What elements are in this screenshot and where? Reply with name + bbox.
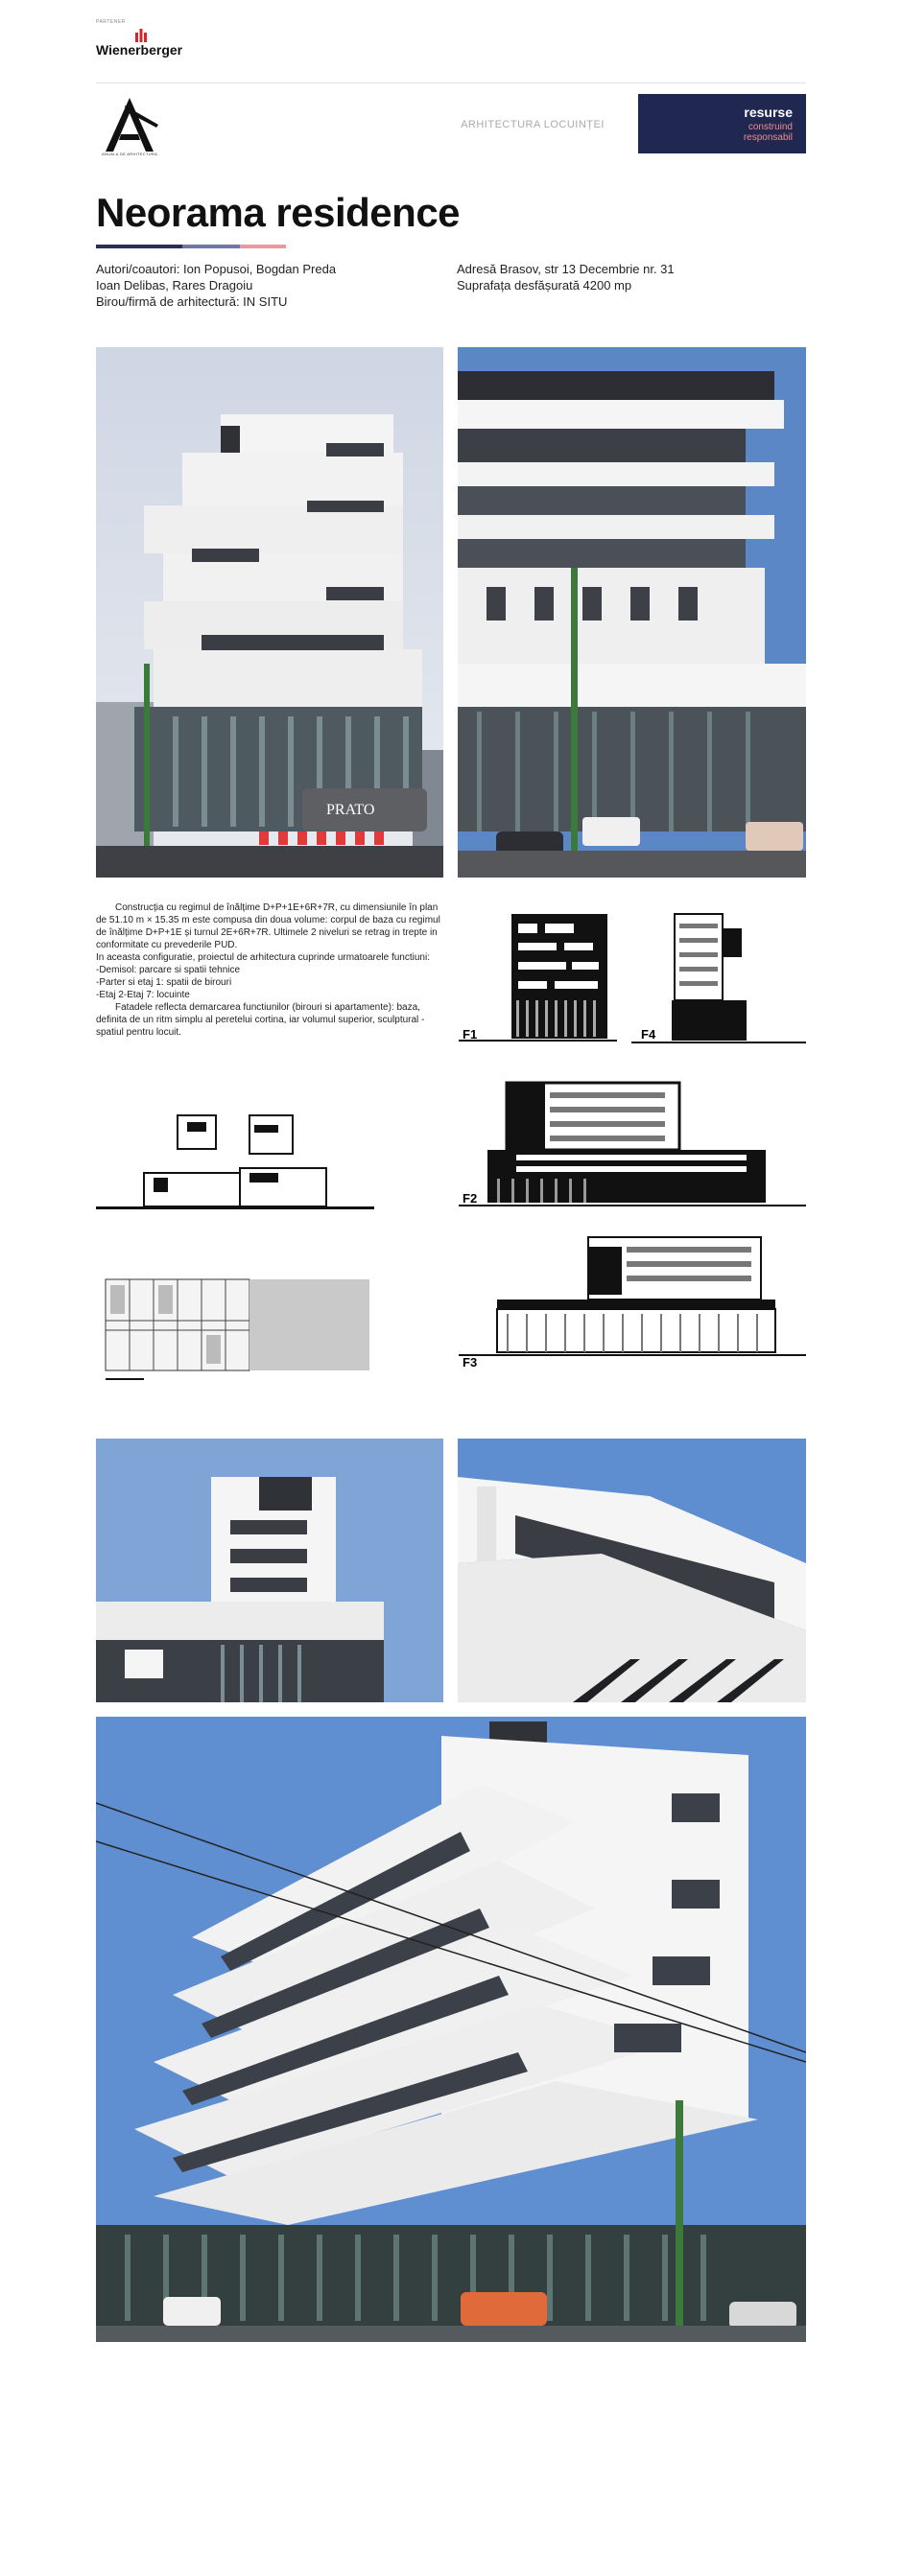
photo-street-view bbox=[96, 347, 443, 878]
description-item-3: -Etaj 2-Etaj 7: locuinte bbox=[96, 990, 190, 1000]
section-label: ARHITECTURA LOCUINȚEI bbox=[461, 119, 605, 130]
description-paragraph-1: Construcția cu regimul de înălțime D+P+1E+6R+7R, cu dimensiunile în plan de 51.10 m × 15.35 m este compusa din doua volume: corpul de baza cu regimul de înălțime D+P+1E și turnul 2E+6R+7R. Ultimele 2 niveluri se retrag in trepte in conformitate cu prevederile PUD. bbox=[96, 902, 440, 950]
prato-sign: PRATO bbox=[326, 802, 375, 818]
resurse-logo bbox=[638, 94, 806, 153]
photo-tower-view bbox=[96, 1439, 443, 1702]
description-item-1: -Demisol: parcare si spatii tehnice bbox=[96, 965, 241, 975]
resurse-tagline-1: construind bbox=[748, 122, 793, 132]
anuala-logo-icon bbox=[96, 96, 163, 157]
description-item-2: -Parter si etaj 1: spatii de birouri bbox=[96, 977, 232, 988]
elevation-f2 bbox=[459, 1078, 806, 1217]
resurse-wordmark: resurse bbox=[744, 105, 793, 120]
description-paragraph-2: In aceasta configuratie, proiectul de arhitectura cuprinde urmatoarele functiuni: bbox=[96, 952, 430, 963]
figure-label-f2: F2 bbox=[463, 1191, 478, 1206]
photo-corner-view bbox=[458, 347, 806, 878]
address-line: Adresă Brasov, str 13 Decembrie nr. 31 bbox=[457, 262, 675, 276]
elevation-f3 bbox=[459, 1232, 806, 1371]
resurse-tagline-2: responsabil bbox=[743, 132, 793, 143]
project-description bbox=[96, 902, 441, 1039]
title-bar-navy bbox=[96, 245, 182, 248]
wienerberger-wordmark: Wienerberger bbox=[96, 42, 183, 58]
header-divider bbox=[96, 82, 806, 83]
anuala-caption: ANUALA DE ARHITECTURA bbox=[101, 152, 158, 156]
authors-line-1: Autori/coautori: Ion Popusoi, Bogdan Preda bbox=[96, 262, 337, 276]
description-paragraph-3: Fatadele reflecta demarcarea functiunilor (birouri si apartamente): baza, definita de un ritm simplu al peretelui cortina, iar volumul superior, sculptural - spatiul pentru locuit. bbox=[96, 1002, 425, 1038]
elevations-f1-f4 bbox=[459, 909, 806, 1053]
title-bar-blue bbox=[182, 245, 240, 248]
office-line: Birou/firmă de arhitectură: IN SITU bbox=[96, 294, 288, 309]
title-bar-pink bbox=[240, 245, 286, 248]
authors-line-2: Ioan Delibas, Rares Dragoiu bbox=[96, 278, 253, 293]
figure-label-f4: F4 bbox=[641, 1027, 656, 1042]
site-sections-drawing bbox=[96, 1111, 384, 1216]
figure-label-f1: F1 bbox=[463, 1027, 478, 1042]
page-title: Neorama residence bbox=[96, 190, 461, 235]
photo-main-perspective bbox=[96, 1717, 806, 2342]
photo-detail-view bbox=[458, 1439, 806, 1702]
sponsor-label: PARTENER bbox=[96, 19, 126, 25]
figure-label-f3: F3 bbox=[463, 1355, 478, 1370]
wienerberger-logo-icon bbox=[134, 27, 148, 42]
floor-plan bbox=[96, 1268, 384, 1393]
area-line: Suprafața desfășurată 4200 mp bbox=[457, 278, 632, 293]
